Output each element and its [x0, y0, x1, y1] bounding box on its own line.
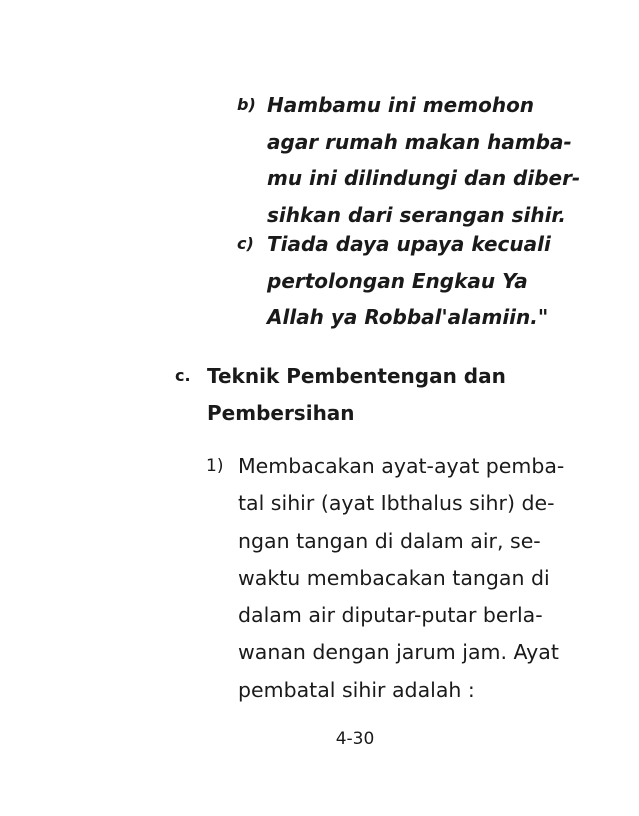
list-item-text — [267, 87, 580, 233]
text-line: tal sihir (ayat Ibthalus sihr) de- — [238, 491, 555, 516]
text-line: Membacakan ayat-ayat pemba- — [238, 454, 565, 478]
list-item-c — [237, 226, 551, 336]
section-heading — [175, 358, 506, 431]
text-line: ngan tangan di dalam air, se- — [238, 528, 541, 553]
text-line: Teknik Pembentengan dan — [207, 364, 506, 388]
list-item-b — [237, 87, 580, 233]
text-line: pembatal sihir adalah : — [238, 677, 475, 702]
text-line: pertolongan Engkau Ya — [267, 268, 528, 293]
text-line: dalam air diputar-putar berla- — [238, 603, 543, 628]
text-line: wanan dengan jarum jam. Ayat — [238, 640, 559, 665]
section-marker: c. — [175, 366, 191, 385]
list-marker: b) — [237, 95, 256, 114]
text-line: agar rumah makan hamba- — [267, 129, 572, 154]
paragraph-number: 1) — [206, 456, 224, 476]
paragraph-text — [238, 448, 564, 709]
text-line: waktu membacakan tangan di — [238, 565, 550, 590]
section-title — [207, 358, 506, 431]
text-line: Allah ya Robbal'alamiin." — [267, 305, 549, 329]
list-marker: c) — [237, 234, 254, 253]
text-line: Pembersihan — [207, 400, 355, 425]
page-number: 4-30 — [335, 729, 375, 749]
text-line: mu ini dilindungi dan diber- — [267, 166, 581, 190]
list-item-text — [267, 226, 551, 336]
text-line: sihkan dari serangan sihir. — [267, 202, 567, 227]
text-line: Hambamu ini memohon — [267, 93, 535, 117]
text-line: Tiada daya upaya kecuali — [267, 232, 551, 256]
numbered-paragraph — [206, 448, 564, 709]
